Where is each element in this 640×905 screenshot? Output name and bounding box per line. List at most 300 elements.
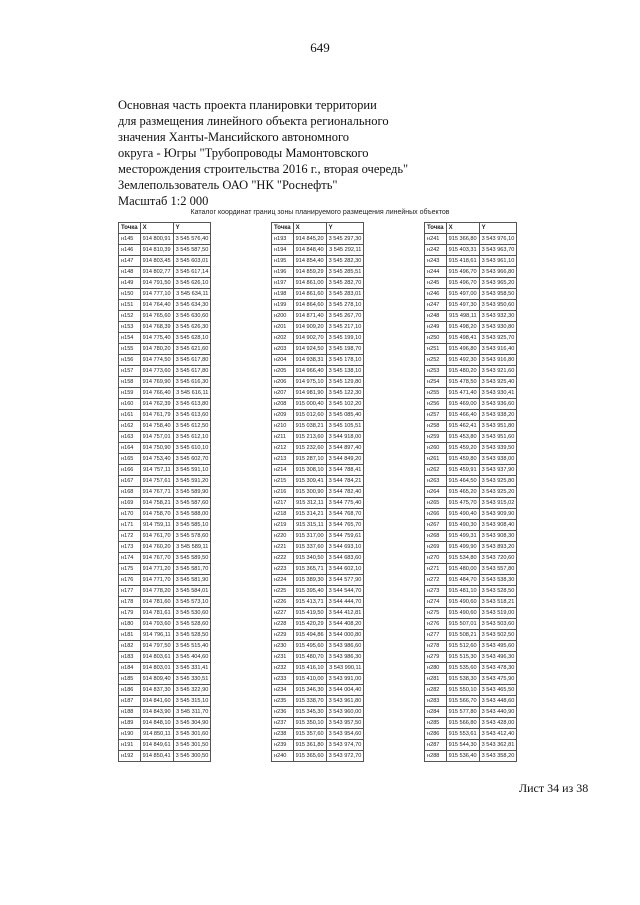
point-id-cell: н177	[119, 586, 141, 597]
table-row	[119, 322, 211, 333]
y-coordinate-cell: 3 545 573,10	[173, 597, 211, 608]
point-id-cell: н231	[272, 652, 294, 663]
point-id-cell: н191	[119, 740, 141, 751]
table-row	[119, 487, 211, 498]
table-row	[272, 520, 364, 531]
x-coordinate-cell: 915 459,80	[446, 454, 479, 465]
point-id-cell: н265	[425, 498, 447, 509]
y-coordinate-cell: 3 545 621,60	[173, 344, 211, 355]
x-coordinate-cell: 915 413,71	[293, 597, 326, 608]
point-id-cell: н187	[119, 696, 141, 707]
point-id-cell: н197	[272, 278, 294, 289]
x-coordinate-cell: 915 471,40	[446, 388, 479, 399]
x-coordinate-cell: 914 768,39	[140, 322, 173, 333]
point-id-cell: н168	[119, 487, 141, 498]
x-coordinate-cell: 914 758,70	[140, 509, 173, 520]
y-coordinate-cell: 3 543 951,80	[479, 421, 517, 432]
table-row	[272, 586, 364, 597]
table-row	[119, 608, 211, 619]
x-coordinate-cell: 914 803,01	[140, 663, 173, 674]
y-coordinate-cell: 3 543 925,20	[479, 487, 517, 498]
point-id-cell: н230	[272, 641, 294, 652]
x-coordinate-cell: 914 777,10	[140, 289, 173, 300]
table-row	[119, 663, 211, 674]
point-id-cell: н243	[425, 256, 447, 267]
point-id-cell: н275	[425, 608, 447, 619]
y-coordinate-cell: 3 543 502,50	[479, 630, 517, 641]
x-coordinate-cell: 914 775,40	[140, 333, 173, 344]
y-coordinate-cell: 3 545 311,70	[173, 707, 211, 718]
column-header: Y	[326, 223, 364, 234]
x-coordinate-cell: 914 809,40	[140, 674, 173, 685]
table-row	[119, 278, 211, 289]
table-row	[119, 454, 211, 465]
table-row	[119, 740, 211, 751]
x-coordinate-cell: 914 802,77	[140, 267, 173, 278]
table-row	[425, 377, 517, 388]
x-coordinate-cell: 915 536,40	[446, 751, 479, 762]
column-header: X	[293, 223, 326, 234]
table-row	[425, 597, 517, 608]
table-row	[119, 399, 211, 410]
point-id-cell: н205	[272, 366, 294, 377]
point-id-cell: н227	[272, 608, 294, 619]
y-coordinate-cell: 3 545 102,20	[326, 399, 364, 410]
x-coordinate-cell: 915 410,00	[293, 674, 326, 685]
y-coordinate-cell: 3 543 986,60	[326, 641, 364, 652]
table-row	[119, 377, 211, 388]
x-coordinate-cell: 914 774,50	[140, 355, 173, 366]
table-row	[119, 597, 211, 608]
x-coordinate-cell: 914 981,90	[293, 388, 326, 399]
y-coordinate-cell: 3 543 720,60	[479, 553, 517, 564]
point-id-cell: н195	[272, 256, 294, 267]
table-row	[272, 278, 364, 289]
point-id-cell: н165	[119, 454, 141, 465]
point-id-cell: н261	[425, 454, 447, 465]
x-coordinate-cell: 915 466,40	[446, 410, 479, 421]
x-coordinate-cell: 915 309,41	[293, 476, 326, 487]
heading-line: для размещения линейного объекта регионального	[118, 114, 389, 128]
x-coordinate-cell: 915 462,41	[446, 421, 479, 432]
y-coordinate-cell: 3 543 440,90	[479, 707, 517, 718]
x-coordinate-cell: 914 761,79	[140, 410, 173, 421]
x-coordinate-cell: 914 757,01	[140, 432, 173, 443]
point-id-cell: н156	[119, 355, 141, 366]
point-id-cell: н264	[425, 487, 447, 498]
x-coordinate-cell: 914 849,61	[140, 740, 173, 751]
table-row	[425, 608, 517, 619]
x-coordinate-cell: 915 453,80	[446, 432, 479, 443]
point-id-cell: н181	[119, 630, 141, 641]
table-row	[425, 663, 517, 674]
x-coordinate-cell: 915 345,30	[293, 707, 326, 718]
column-header: Точка	[425, 223, 447, 234]
y-coordinate-cell: 3 544 408,20	[326, 619, 364, 630]
x-coordinate-cell: 915 499,90	[446, 542, 479, 553]
point-id-cell: н282	[425, 685, 447, 696]
point-id-cell: н271	[425, 564, 447, 575]
table-row	[272, 740, 364, 751]
point-id-cell: н189	[119, 718, 141, 729]
table-row	[425, 267, 517, 278]
x-coordinate-cell: 914 810,39	[140, 245, 173, 256]
table-row	[119, 476, 211, 487]
table-row	[119, 630, 211, 641]
document-heading	[118, 97, 538, 209]
x-coordinate-cell: 914 778,20	[140, 586, 173, 597]
point-id-cell: н188	[119, 707, 141, 718]
point-id-cell: н248	[425, 311, 447, 322]
y-coordinate-cell: 3 544 544,70	[326, 586, 364, 597]
y-coordinate-cell: 3 543 954,60	[326, 729, 364, 740]
point-id-cell: н175	[119, 564, 141, 575]
y-coordinate-cell: 3 545 613,80	[173, 399, 211, 410]
y-coordinate-cell: 3 545 217,10	[326, 322, 364, 333]
table-row	[119, 432, 211, 443]
point-id-cell: н209	[272, 410, 294, 421]
table-row	[425, 564, 517, 575]
point-id-cell: н182	[119, 641, 141, 652]
y-coordinate-cell: 3 545 199,10	[326, 333, 364, 344]
point-id-cell: н260	[425, 443, 447, 454]
table-row	[272, 751, 364, 762]
x-coordinate-cell: 914 758,40	[140, 421, 173, 432]
y-coordinate-cell: 3 545 626,30	[173, 322, 211, 333]
y-coordinate-cell: 3 545 634,11	[173, 289, 211, 300]
y-coordinate-cell: 3 545 282,30	[326, 256, 364, 267]
table-row	[425, 388, 517, 399]
x-coordinate-cell: 915 497,00	[446, 289, 479, 300]
table-row	[119, 707, 211, 718]
sheet-footer: Лист 34 из 38	[519, 781, 589, 795]
table-row	[119, 685, 211, 696]
x-coordinate-cell: 914 750,90	[140, 443, 173, 454]
table-row	[425, 674, 517, 685]
x-coordinate-cell: 914 760,20	[140, 542, 173, 553]
point-id-cell: н266	[425, 509, 447, 520]
table-row	[272, 729, 364, 740]
x-coordinate-cell: 915 508,21	[446, 630, 479, 641]
y-coordinate-cell: 3 545 581,90	[173, 575, 211, 586]
y-coordinate-cell: 3 545 528,60	[173, 619, 211, 630]
y-coordinate-cell: 3 545 129,80	[326, 377, 364, 388]
table-row	[425, 586, 517, 597]
y-coordinate-cell: 3 545 612,10	[173, 432, 211, 443]
point-id-cell: н215	[272, 476, 294, 487]
point-id-cell: н256	[425, 399, 447, 410]
table-row	[119, 542, 211, 553]
point-id-cell: н185	[119, 674, 141, 685]
x-coordinate-cell: 915 317,00	[293, 531, 326, 542]
x-coordinate-cell: 915 577,80	[446, 707, 479, 718]
point-id-cell: н170	[119, 509, 141, 520]
point-id-cell: н202	[272, 333, 294, 344]
x-coordinate-cell: 915 534,80	[446, 553, 479, 564]
x-coordinate-cell: 914 861,60	[293, 289, 326, 300]
table-row	[272, 509, 364, 520]
x-coordinate-cell: 914 781,61	[140, 608, 173, 619]
y-coordinate-cell: 3 544 000,80	[326, 630, 364, 641]
y-coordinate-cell: 3 545 315,10	[173, 696, 211, 707]
table-row	[119, 641, 211, 652]
table-row	[425, 696, 517, 707]
y-coordinate-cell: 3 543 937,90	[479, 465, 517, 476]
y-coordinate-cell: 3 543 518,21	[479, 597, 517, 608]
table-row	[119, 256, 211, 267]
x-coordinate-cell: 914 909,20	[293, 322, 326, 333]
x-coordinate-cell: 915 481,10	[446, 586, 479, 597]
point-id-cell: н167	[119, 476, 141, 487]
point-id-cell: н184	[119, 663, 141, 674]
x-coordinate-cell: 915 550,10	[446, 685, 479, 696]
x-coordinate-cell: 915 538,30	[446, 674, 479, 685]
y-coordinate-cell: 3 543 503,60	[479, 619, 517, 630]
table-row	[425, 641, 517, 652]
y-coordinate-cell: 3 543 976,10	[479, 234, 517, 245]
x-coordinate-cell: 915 464,50	[446, 476, 479, 487]
y-coordinate-cell: 3 545 610,10	[173, 443, 211, 454]
y-coordinate-cell: 3 544 782,40	[326, 487, 364, 498]
y-coordinate-cell: 3 543 936,60	[479, 399, 517, 410]
y-coordinate-cell: 3 544 004,40	[326, 685, 364, 696]
table-row	[272, 542, 364, 553]
table-row	[425, 718, 517, 729]
table-row	[119, 696, 211, 707]
point-id-cell: н211	[272, 432, 294, 443]
table-row	[425, 487, 517, 498]
y-coordinate-cell: 3 545 322,90	[173, 685, 211, 696]
point-id-cell: н270	[425, 553, 447, 564]
x-coordinate-cell: 915 350,10	[293, 718, 326, 729]
table-row	[272, 707, 364, 718]
y-coordinate-cell: 3 543 950,60	[479, 300, 517, 311]
x-coordinate-cell: 915 496,80	[446, 344, 479, 355]
point-id-cell: н232	[272, 663, 294, 674]
table-row	[119, 245, 211, 256]
y-coordinate-cell: 3 545 576,40	[173, 234, 211, 245]
table-row	[425, 443, 517, 454]
y-coordinate-cell: 3 543 519,00	[479, 608, 517, 619]
y-coordinate-cell: 3 543 951,60	[479, 432, 517, 443]
x-coordinate-cell: 914 761,70	[140, 531, 173, 542]
point-id-cell: н235	[272, 696, 294, 707]
x-coordinate-cell: 915 403,31	[446, 245, 479, 256]
y-coordinate-cell: 3 545 122,30	[326, 388, 364, 399]
point-id-cell: н176	[119, 575, 141, 586]
table-row	[425, 234, 517, 245]
x-coordinate-cell: 915 495,60	[293, 641, 326, 652]
point-id-cell: н220	[272, 531, 294, 542]
heading-line: Масштаб 1:2 000	[118, 194, 209, 208]
point-id-cell: н158	[119, 377, 141, 388]
table-row	[119, 366, 211, 377]
point-id-cell: н250	[425, 333, 447, 344]
table-row	[272, 432, 364, 443]
point-id-cell: н240	[272, 751, 294, 762]
y-coordinate-cell: 3 543 986,30	[326, 652, 364, 663]
y-coordinate-cell: 3 545 588,00	[173, 509, 211, 520]
point-id-cell: н276	[425, 619, 447, 630]
x-coordinate-cell: 915 490,60	[446, 608, 479, 619]
table-row	[425, 256, 517, 267]
point-id-cell: н198	[272, 289, 294, 300]
x-coordinate-cell: 914 767,71	[140, 487, 173, 498]
point-id-cell: н216	[272, 487, 294, 498]
y-coordinate-cell: 3 545 331,41	[173, 663, 211, 674]
point-id-cell: н255	[425, 388, 447, 399]
y-coordinate-cell: 3 543 963,70	[479, 245, 517, 256]
point-id-cell: н236	[272, 707, 294, 718]
x-coordinate-cell: 915 475,70	[446, 498, 479, 509]
y-coordinate-cell: 3 543 448,60	[479, 696, 517, 707]
x-coordinate-cell: 914 767,70	[140, 553, 173, 564]
table-row	[425, 399, 517, 410]
table-row	[272, 344, 364, 355]
x-coordinate-cell: 915 494,86	[293, 630, 326, 641]
table-row	[119, 498, 211, 509]
point-id-cell: н153	[119, 322, 141, 333]
point-id-cell: н183	[119, 652, 141, 663]
x-coordinate-cell: 915 497,30	[446, 300, 479, 311]
y-coordinate-cell: 3 543 925,70	[479, 333, 517, 344]
column-header: Y	[173, 223, 211, 234]
y-coordinate-cell: 3 545 581,70	[173, 564, 211, 575]
page-number: 649	[310, 40, 330, 55]
point-id-cell: н193	[272, 234, 294, 245]
y-coordinate-cell: 3 545 612,50	[173, 421, 211, 432]
table-row	[119, 718, 211, 729]
x-coordinate-cell: 914 803,45	[140, 256, 173, 267]
table-row	[425, 619, 517, 630]
y-coordinate-cell: 3 545 628,10	[173, 333, 211, 344]
x-coordinate-cell: 914 800,91	[140, 234, 173, 245]
point-id-cell: н210	[272, 421, 294, 432]
table-row	[425, 476, 517, 487]
x-coordinate-cell: 915 490,40	[446, 509, 479, 520]
point-id-cell: н192	[119, 751, 141, 762]
column-header: Точка	[272, 223, 294, 234]
point-id-cell: н178	[119, 597, 141, 608]
x-coordinate-cell: 915 287,10	[293, 454, 326, 465]
heading-line: Основная часть проекта планировки территории	[118, 98, 377, 112]
point-id-cell: н242	[425, 245, 447, 256]
point-id-cell: н286	[425, 729, 447, 740]
table-row	[119, 388, 211, 399]
point-id-cell: н146	[119, 245, 141, 256]
point-id-cell: н203	[272, 344, 294, 355]
point-id-cell: н251	[425, 344, 447, 355]
point-id-cell: н219	[272, 520, 294, 531]
x-coordinate-cell: 914 766,40	[140, 388, 173, 399]
table-row	[119, 509, 211, 520]
table-row	[425, 245, 517, 256]
y-coordinate-cell: 3 545 585,10	[173, 520, 211, 531]
y-coordinate-cell: 3 545 304,90	[173, 718, 211, 729]
y-coordinate-cell: 3 544 788,41	[326, 465, 364, 476]
y-coordinate-cell: 3 545 278,10	[326, 300, 364, 311]
table-row	[119, 586, 211, 597]
table-row	[425, 575, 517, 586]
point-id-cell: н214	[272, 465, 294, 476]
point-id-cell: н269	[425, 542, 447, 553]
table-row	[272, 476, 364, 487]
table-row	[272, 553, 364, 564]
point-id-cell: н246	[425, 289, 447, 300]
point-id-cell: н179	[119, 608, 141, 619]
x-coordinate-cell: 915 480,70	[293, 652, 326, 663]
table-row	[119, 333, 211, 344]
y-coordinate-cell: 3 545 587,60	[173, 498, 211, 509]
x-coordinate-cell: 915 389,30	[293, 575, 326, 586]
table-row	[272, 300, 364, 311]
point-id-cell: н244	[425, 267, 447, 278]
x-coordinate-cell: 914 902,70	[293, 333, 326, 344]
table-row	[272, 388, 364, 399]
x-coordinate-cell: 914 841,60	[140, 696, 173, 707]
table-row	[425, 652, 517, 663]
point-id-cell: н259	[425, 432, 447, 443]
point-id-cell: н172	[119, 531, 141, 542]
x-coordinate-cell: 915 553,61	[446, 729, 479, 740]
y-coordinate-cell: 3 545 297,30	[326, 234, 364, 245]
table-row	[272, 366, 364, 377]
y-coordinate-cell: 3 545 617,14	[173, 267, 211, 278]
y-coordinate-cell: 3 543 475,90	[479, 674, 517, 685]
column-header: Точка	[119, 223, 141, 234]
y-coordinate-cell: 3 544 918,00	[326, 432, 364, 443]
y-coordinate-cell: 3 543 908,30	[479, 531, 517, 542]
point-id-cell: н288	[425, 751, 447, 762]
table-row	[119, 300, 211, 311]
y-coordinate-cell: 3 543 465,50	[479, 685, 517, 696]
y-coordinate-cell: 3 543 938,20	[479, 410, 517, 421]
point-id-cell: н252	[425, 355, 447, 366]
y-coordinate-cell: 3 543 557,80	[479, 564, 517, 575]
point-id-cell: н174	[119, 553, 141, 564]
y-coordinate-cell: 3 543 916,80	[479, 355, 517, 366]
point-id-cell: н169	[119, 498, 141, 509]
table-row	[425, 311, 517, 322]
point-id-cell: н279	[425, 652, 447, 663]
point-id-cell: н237	[272, 718, 294, 729]
column-header: Y	[479, 223, 517, 234]
x-coordinate-cell: 915 484,70	[446, 575, 479, 586]
x-coordinate-cell: 915 490,30	[446, 520, 479, 531]
x-coordinate-cell: 915 346,30	[293, 685, 326, 696]
table-row	[425, 553, 517, 564]
table-row	[425, 465, 517, 476]
y-coordinate-cell: 3 545 634,30	[173, 300, 211, 311]
x-coordinate-cell: 915 315,11	[293, 520, 326, 531]
y-coordinate-cell: 3 543 958,50	[479, 289, 517, 300]
y-coordinate-cell: 3 545 587,50	[173, 245, 211, 256]
y-coordinate-cell: 3 543 961,80	[326, 696, 364, 707]
table-row	[272, 256, 364, 267]
y-coordinate-cell: 3 545 138,10	[326, 366, 364, 377]
x-coordinate-cell: 915 566,80	[446, 718, 479, 729]
table-row	[272, 575, 364, 586]
table-row	[272, 564, 364, 575]
table-row	[425, 707, 517, 718]
point-id-cell: н206	[272, 377, 294, 388]
table-header-row	[119, 223, 211, 234]
y-coordinate-cell: 3 545 616,30	[173, 377, 211, 388]
y-coordinate-cell: 3 543 921,60	[479, 366, 517, 377]
table-row	[119, 531, 211, 542]
point-id-cell: н145	[119, 234, 141, 245]
x-coordinate-cell: 914 848,40	[293, 245, 326, 256]
